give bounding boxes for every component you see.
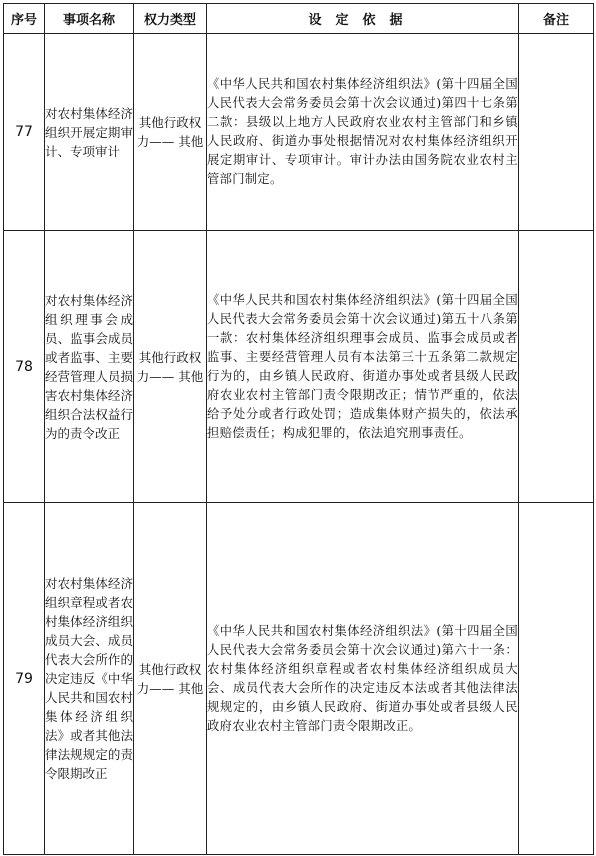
row-remark: [519, 231, 594, 503]
row-no: 78: [4, 231, 45, 503]
table-row: [4, 503, 594, 855]
row-type: 其他行政权力—— 其他: [134, 503, 207, 855]
row-name: 对农村集体经济组织理事会成员、监事会成员或者监事、主要经营管理人员损害农村集体经济组织合法权益行为的责令改正: [45, 231, 134, 503]
row-basis: 《中华人民共和国农村集体经济组织法》(第十四届全国人民代表大会常务委员会第十次会议通过)第五十八条第一款：农村集体经济组织理事会成员、监事会成员或者监事、主要经营管理人员有本法第三十五条第二款规定行为的，由乡镇人民政府、街道办事处或者县级人民政府农业农村主管部门责令限期改正；情节严重的，依法给予处分或者行政处罚；造成集体财产损失的，依法承担赔偿责任；构成犯罪的，依法追究刑事责任。: [207, 231, 519, 503]
row-type: 其他行政权力—— 其他: [134, 231, 207, 503]
row-basis: 《中华人民共和国农村集体经济组织法》(第十四届全国人民代表大会常务委员会第十次会议通过)第四十七条第二款：县级以上地方人民政府农业农村主管部门和乡镇人民政府、街道办事处根据情况对农村集体经济组织开展定期审计、专项审计。审计办法由国务院农业农村主管部门制定。: [207, 34, 519, 231]
row-basis: 《中华人民共和国农村集体经济组织法》(第十四届全国人民代表大会常务委员会第十次会议通过)第六十一条：农村集体经济组织章程或者农村集体经济组织成员大会、成员代表大会所作的决定违反本法或者其他法律法规规定的，由乡镇人民政府、街道办事处或者县级人民政府农业农村主管部门责令限期改正。: [207, 503, 519, 855]
row-name: 对农村集体经济组织开展定期审计、专项审计: [45, 34, 134, 231]
header-basis: 设定依据: [207, 4, 519, 34]
power-list-table: [3, 3, 594, 855]
row-name: 对农村集体经济组织章程或者农村集体经济组织成员大会、成员代表大会所作的决定违反《中华人民共和国农村集体经济组织法》或者其他法律法规规定的责令限期改正: [45, 503, 134, 855]
row-type: 其他行政权力—— 其他: [134, 34, 207, 231]
header-type: 权力类型: [134, 4, 207, 34]
row-no: 79: [4, 503, 45, 855]
row-remark: [519, 503, 594, 855]
table-row: [4, 231, 594, 503]
header-name: 事项名称: [45, 4, 134, 34]
header-row: [4, 4, 594, 34]
row-no: 77: [4, 34, 45, 231]
row-remark: [519, 34, 594, 231]
header-no: 序号: [4, 4, 45, 34]
header-remark: 备注: [519, 4, 594, 34]
table-row: [4, 34, 594, 231]
